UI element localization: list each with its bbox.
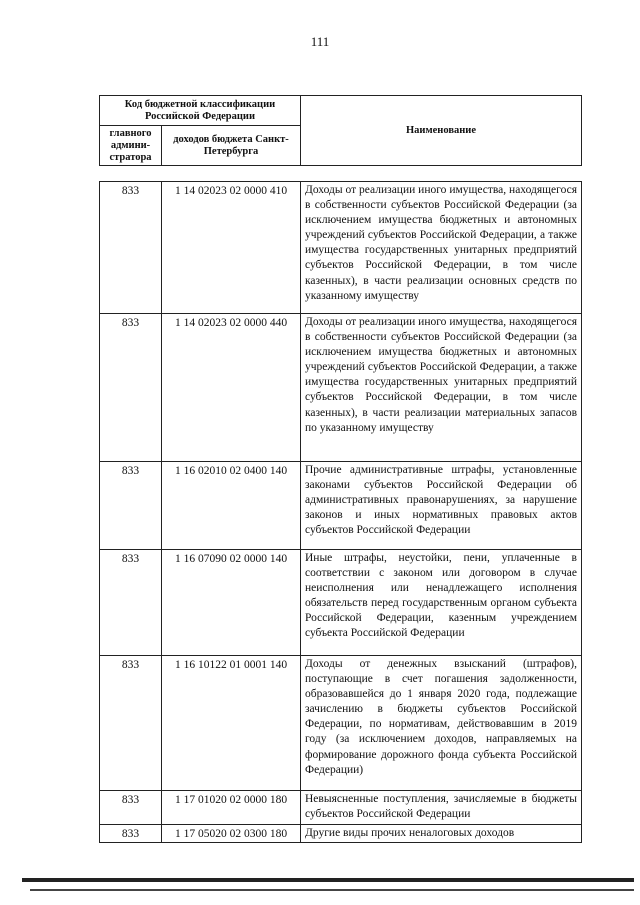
- table-row: [100, 825, 582, 843]
- header-name-column: Наименование: [301, 96, 582, 166]
- footer-rule-thin: [30, 889, 634, 891]
- income-code-cell: 1 16 10122 01 0001 140: [162, 656, 301, 791]
- table-header: [99, 95, 582, 166]
- header-income-column: доходов бюджета Санкт-Петербурга: [162, 126, 301, 166]
- name-cell: Невыясненные поступления, зачисляемые в бюджеты субъектов Российской Федерации: [301, 791, 582, 825]
- page-number: 111: [310, 34, 330, 49]
- header-admin-column: главного админи-стратора: [100, 126, 162, 166]
- admin-code-cell: 833: [100, 182, 162, 314]
- admin-code-cell: 833: [100, 314, 162, 462]
- table-row: [100, 791, 582, 825]
- income-code-cell: 1 16 07090 02 0000 140: [162, 550, 301, 656]
- table-row: [100, 462, 582, 550]
- admin-code-cell: 833: [100, 791, 162, 825]
- table-row: [100, 314, 582, 462]
- name-cell: Прочие административные штрафы, установленные законами субъектов Российской Федерации об административных правонарушениях, за нарушение законов и иных нормативных правовых актов субъектов Российской Федерации: [301, 462, 582, 550]
- admin-code-cell: 833: [100, 462, 162, 550]
- income-code-cell: 1 17 01020 02 0000 180: [162, 791, 301, 825]
- footer-rule: [22, 878, 634, 882]
- income-code-cell: 1 16 02010 02 0400 140: [162, 462, 301, 550]
- admin-code-cell: 833: [100, 550, 162, 656]
- name-cell: Другие виды прочих неналоговых доходов: [301, 825, 582, 843]
- admin-code-cell: 833: [100, 656, 162, 791]
- budget-codes-table: [99, 181, 582, 843]
- table-row: [100, 550, 582, 656]
- admin-code-cell: 833: [100, 825, 162, 843]
- income-code-cell: 1 14 02023 02 0000 440: [162, 314, 301, 462]
- income-code-cell: 1 14 02023 02 0000 410: [162, 182, 301, 314]
- header-budget-classification: Код бюджетной классификации Российской Федерации: [100, 96, 301, 126]
- table-row: [100, 182, 582, 314]
- name-cell: Доходы от реализации иного имущества, находящегося в собственности субъектов Российской Федерации (за исключением имущества бюджетных и автономных учреждений субъектов Российской Федерации, а также имущества государственных унитарных предприятий субъектов Российской Федерации, в том числе казенных), в части реализации материальных запасов по указанному имуществу: [301, 314, 582, 462]
- name-cell: Иные штрафы, неустойки, пени, уплаченные в соответствии с законом или договором в случае неисполнения или ненадлежащего исполнения обязательств перед государственным органом субъекта Российской Федерации, казенным учреждением субъекта Российской Федерации: [301, 550, 582, 656]
- income-code-cell: 1 17 05020 02 0300 180: [162, 825, 301, 843]
- name-cell: Доходы от реализации иного имущества, находящегося в собственности субъектов Российской Федерации (за исключением имущества бюджетных и автономных учреждений субъектов Российской Федерации, а также имущества государственных унитарных предприятий субъектов Российской Федерации, в том числе казенных), в части реализации основных средств по указанному имуществу: [301, 182, 582, 314]
- table-row: [100, 656, 582, 791]
- name-cell: Доходы от денежных взысканий (штрафов), поступающие в счет погашения задолженности, образовавшейся до 1 января 2020 года, подлежащие зачислению в бюджеты субъектов Российской Федерации, по нормативам, действовавшим в 2019 году (за исключением доходов, направляемых на формирование дорожного фонда субъекта Российской Федерации): [301, 656, 582, 791]
